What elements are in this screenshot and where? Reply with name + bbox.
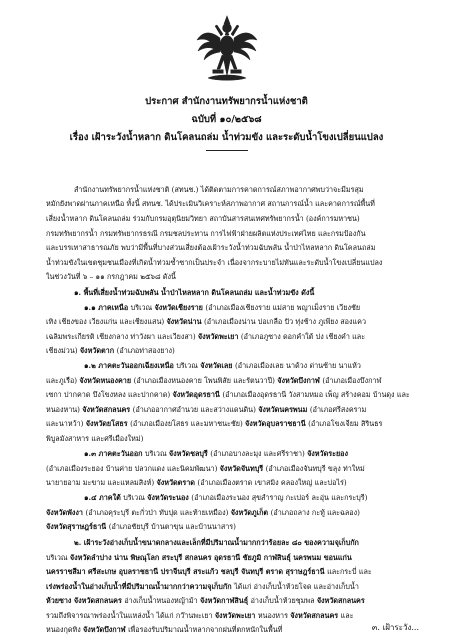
text-segment: หนองหาน) — [46, 405, 83, 414]
text-segment: บริเวณ — [130, 303, 155, 312]
text-segment: และภูเรือ) — [46, 376, 80, 385]
issuer-heading: ประกาศ สำนักงานทรัพยากรน้ำแห่งชาติ — [145, 96, 308, 107]
bold-text-segment: จังหวัดหนองคาย — [79, 376, 134, 385]
text-segment: กรมทรัพยากรน้ำ กรมทรัพยากรธรณี กรมชลประทาน การไฟฟ้าฝ่ายผลิตแห่งประเทศไทย และกรมป้องกัน — [46, 229, 366, 238]
body-line — [46, 198, 420, 209]
text-segment: เฉลิมพระเกียรติ เชียงกลาง ท่าวังผา และเวียงสา) — [46, 332, 198, 341]
continued-marker: ๓. เฝ้าระวัง... — [371, 623, 419, 632]
text-segment: เซกา ปากคาด บึงโขงหลง และปากคาด) — [46, 390, 173, 399]
bold-text-segment: จังหวัดสกลนคร — [316, 596, 365, 605]
bold-text-segment: จังหวัดยโสธร — [85, 419, 131, 428]
body-line — [46, 404, 420, 415]
bold-text-segment: จังหวัดนครพนม — [258, 405, 310, 414]
bold-text-segment: จังหวัดภูเก็ต — [230, 508, 271, 517]
bold-text-segment: นครราชสีมา ศรีสะเกษ อุบลราชธานี ปราจีนบุรี สระแก้ว ชลบุรี จันทบุรี ตราด สุราษฎร์ธานี — [46, 567, 328, 576]
text-segment: (อำเภอคุระบุรี ตะกั่วป่า ทับปุด และท้ายเหมือง) — [85, 508, 231, 517]
bold-text-segment: จังหวัดบึงกาฬ — [83, 625, 129, 634]
text-segment: เพื่อรองรับปริมาณน้ำหลากจากฝนที่ตกหนักในพื้นที่ — [128, 625, 283, 634]
text-segment: หนองกุดทิง — [46, 625, 84, 634]
text-segment: บริเวณ — [46, 553, 70, 562]
body-line — [46, 433, 420, 444]
text-segment: ในช่วงวันที่ ๖ – ๑๑ กรกฎาคม ๒๕๖๘ ดังนี้ — [46, 272, 176, 281]
body-line — [74, 537, 420, 548]
text-segment: และนาหว้า) — [46, 419, 86, 428]
body-line — [84, 492, 420, 503]
garuda-emblem-icon — [196, 14, 258, 86]
text-segment: พิบูลมังสาหาร และศรีเมืองใหม่) — [46, 434, 144, 443]
bold-text-segment: จังหวัดพังงา — [46, 508, 86, 517]
text-segment: (อำเภอท่าสองยาง) — [116, 346, 175, 355]
bold-text-segment: จังหวัดระยอง — [307, 449, 348, 458]
text-segment: เชียงม่วน) — [46, 346, 80, 355]
bold-text-segment: ๑. พื้นที่เสี่ยงน้ำท่วมฉับพลัน น้ำป่าไหลหลาก ดินโคลนถล่ม และน้ำท่วมขัง ดังนี้ — [74, 288, 315, 297]
bold-text-segment: เร่งพร่องน้ำในอ่างเก็บน้ำที่มีปริมาณน้ำมากกว่าความจุเก็บกัก — [46, 582, 235, 591]
heading-divider — [206, 150, 248, 151]
text-segment: (อำเภอเมืองตราด เขาสมิง คลองใหญ่ และบ่อไร่) — [197, 478, 347, 487]
text-segment: (อำเภอเมืองอุดรธานี วังสามหมอ เพ็ญ สร้างคอม บ้านดุง และ — [222, 390, 410, 399]
text-segment: อ่างเก็บน้ำห้วยชุมพล — [250, 596, 317, 605]
text-segment: (อำเภอเมืองยโสธร และมหาชนะชัย) — [130, 419, 246, 428]
body-line — [46, 418, 420, 429]
text-segment: น้ำท่วมขังในเขตชุมชนเมืองที่เกิดน้ำท่วมซ้ำซากเป็นประจำ เนื่องจากระบายไม่ทันและระดับน้ำโขงเปลี่ยนแปลง — [46, 258, 383, 267]
bold-text-segment: จังหวัดลำปาง น่าน พิษณุโลก สระบุรี สกลนคร อุดรธานี ชัยภูมิ กาฬสินธุ์ นครพนม ขอนแก่น — [69, 553, 352, 562]
text-segment: (อำเภอเมืองจันทบุรี ขลุง ท่าใหม่ — [265, 464, 365, 473]
bold-text-segment: จังหวัดเชียงราย — [154, 303, 206, 312]
text-segment: บริเวณ — [176, 361, 201, 370]
text-segment: หมักยังพาดผ่านภาคเหนือ ทั้งนี้ สทนช. ได้ประเมินวิเคราะห์สภาพอากาศ สถานการณ์น้ำ และคาดการณ์พื้นที่ — [46, 199, 375, 208]
body-line — [46, 581, 420, 592]
bold-text-segment: จังหวัดตราด — [156, 478, 198, 487]
text-segment: (อำเภอภูซาง ดอกคำใต้ ปง เชียงคำ และ — [240, 332, 366, 341]
subject-heading: เรื่อง เฝ้าระวังน้ำหลาก ดินโคลนถล่ม น้ำท่วมขัง และระดับน้ำโขงเปลี่ยนแปลง — [69, 132, 384, 143]
text-segment: (อำเภอเมืองน่าน บ่อเกลือ ปัว ทุ่งช้าง ภูเพียง สองแคว — [203, 317, 366, 326]
body-line — [84, 448, 420, 459]
bold-text-segment: จังหวัดพะเยา — [197, 332, 241, 341]
bold-text-segment: ๒. เฝ้าระวังอ่างเก็บน้ำขนาดกลางและเล็กที่มีปริมาณน้ำมากกว่าร้อยละ ๘๐ ของความจุเก็บกัก — [74, 538, 359, 547]
bold-text-segment: จังหวัดสุราษฎร์ธานี — [46, 522, 109, 531]
body-line — [46, 463, 420, 474]
bold-text-segment: จังหวัดกาฬสินธุ์ — [199, 596, 251, 605]
body-line — [46, 375, 420, 386]
text-segment: (อำเภอศรีสงคราม — [309, 405, 367, 414]
bold-text-segment: จังหวัดสกลนคร — [82, 405, 133, 414]
text-segment: และ — [340, 611, 354, 620]
issue-number: ฉบับที่ ๑๐/๒๕๖๘ — [191, 114, 262, 125]
body-line — [46, 257, 420, 268]
body-line — [84, 360, 420, 371]
body-line — [46, 213, 420, 224]
text-segment: (อำเภอเมืองหนองคาย โพนพิสัย และรัตนวาปี) — [133, 376, 278, 385]
text-segment: เสี่ยงน้ำหลาก ดินโคลนถล่ม ร่วมกับกรมอุตุนิยมวิทยา สถาบันสารสนเทศทรัพยากรน้ำ (องค์การมหาชน) — [46, 214, 360, 223]
bold-text-segment: จังหวัดเลย — [200, 361, 235, 370]
text-segment: (อำเภอเมืองระยอง บ้านค่าย ปลวกแดง และนิคมพัฒนา) — [46, 464, 220, 473]
bold-text-segment: ๑.๓ ภาคตะวันออก — [84, 449, 146, 458]
text-segment: (อำเภอเมืองบึงกาฬ — [322, 376, 382, 385]
body-line — [46, 389, 420, 400]
bold-text-segment: จังหวัดระนอง — [147, 493, 192, 502]
bold-text-segment: จังหวัดน่าน — [166, 317, 204, 326]
body-line — [46, 595, 420, 606]
bold-text-segment: ๑.๒ ภาคตะวันออกเฉียงเหนือ — [84, 361, 177, 370]
body-line — [46, 331, 420, 342]
body-line — [74, 184, 420, 195]
bold-text-segment: จังหวัดอุบลราชธานี — [245, 419, 309, 428]
body-line — [46, 624, 420, 635]
body-line — [46, 242, 420, 253]
text-segment: (อำเภอชัยบุรี บ้านตาขุน และบ้านนาสาร) — [108, 522, 236, 531]
bold-text-segment: จังหวัดสกลนคร — [290, 611, 341, 620]
text-segment: (อำเภอบางละมุง และศรีราชา) — [210, 449, 308, 458]
text-segment: (อำเภอถลาง กะทู้ และฉลอง) — [270, 508, 360, 517]
text-segment: บริเวณ — [145, 449, 169, 458]
text-segment: (อำเภอเมืองเชียงราย แม่สาย พญาเม็งราย เวียงชัย — [205, 303, 361, 312]
text-segment: บริเวณ — [123, 493, 148, 502]
bold-text-segment: จังหวัดอุดรธานี — [172, 390, 223, 399]
body-line — [46, 521, 420, 532]
text-segment: (อำเภอเมืองเลย นาด้วง ด่านซ้าย นาแห้ว — [234, 361, 361, 370]
text-segment: รวมถึงพิจารณาพร่องน้ำในแหล่งน้ำ ได้แก่ กว๊านพะเยา — [46, 611, 215, 620]
text-segment: และบรรเทาสาธารณภัย พบว่ามีพื้นที่บางส่วนเสี่ยงต้องเฝ้าระวังน้ำท่วมฉับพลัน น้ำป่าไหลหลาก ดินโคลนถล่ม — [46, 243, 376, 252]
bold-text-segment: จังหวัดสกลนคร — [73, 596, 125, 605]
bold-text-segment: จังหวัดบึงกาฬ — [277, 376, 323, 385]
text-segment: และกระบี่ และ — [327, 567, 372, 576]
bold-text-segment: ๑.๔ ภาคใต้ — [84, 493, 124, 502]
body-line — [46, 345, 420, 356]
text-segment: หนองหาร — [257, 611, 291, 620]
text-segment: นายายอาม มะขาม และแหลมสิงห์) — [46, 478, 157, 487]
text-segment: สำนักงานทรัพยากรน้ำแห่งชาติ (สทนช.) ได้ติดตามการคาดการณ์สภาพอากาศพบว่าจะมีมรสุม — [74, 185, 364, 194]
bold-text-segment: ห้วยซาง — [46, 596, 74, 605]
text-segment: (อำเภอโขงเจียม สิรินธร — [308, 419, 383, 428]
text-segment: (อำเภอเมืองระนอง สุขสำราญ กะเปอร์ ละอุ่น และกระบุรี) — [191, 493, 368, 502]
body-line — [46, 566, 420, 577]
body-line — [46, 316, 420, 327]
body-line — [46, 477, 420, 488]
body-line — [46, 507, 420, 518]
body-line — [46, 610, 420, 621]
body-line — [84, 302, 420, 313]
body-line — [74, 287, 420, 298]
text-segment: ได้แก่ อ่างเก็บน้ำห้วยโจด และอ่างเก็บน้ำ — [234, 582, 359, 591]
bold-text-segment: จังหวัดตาก — [79, 346, 117, 355]
text-segment: (อำเภออากาศอำนวย และสว่างแดนดิน) — [132, 405, 259, 414]
body-line — [46, 228, 420, 239]
text-segment: อ่างเก็บน้ำหนองหญ้าม้า — [124, 596, 200, 605]
bold-text-segment: จังหวัดชลบุรี — [168, 449, 211, 458]
body-line — [46, 552, 420, 563]
body-line — [46, 271, 420, 282]
bold-text-segment: จังหวัดพะเยา — [214, 611, 258, 620]
bold-text-segment: จังหวัดจันทบุรี — [219, 464, 266, 473]
bold-text-segment: ๑.๑ ภาคเหนือ — [84, 303, 131, 312]
text-segment: เทิง เชียงของ เวียงแก่น และเชียงแสน) — [46, 317, 167, 326]
